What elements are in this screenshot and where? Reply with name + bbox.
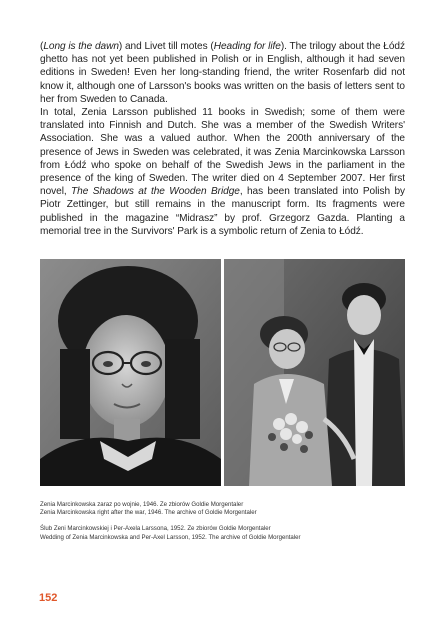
caption-polish: Zenia Marcinkowska zaraz po wojnie, 1946. Ze zbiorów Goldie Morgentaler	[40, 501, 244, 508]
text-run: , has been translated into Polish by Piotr Zettinger, but still remains in the manuscript form. Its fragments were published in the magazine “Midrasz” by prof. Grzegorz Gazda. Planting a memorial tree in the Survivors' Park is a symbolic return of Zenia to Łódź.	[40, 186, 406, 237]
italic-title: Heading for life	[213, 41, 281, 52]
text-run: Livet till motes	[144, 41, 208, 52]
photo-captions	[40, 501, 405, 550]
caption-english: Zenia Marcinkowska right after the war, 1946. The archive of Goldie Morgentaler	[40, 509, 257, 517]
text-run: (	[40, 41, 44, 52]
portrait-photo	[40, 259, 221, 486]
caption-english: Wedding of Zenia Marcinkowska and Per-Axel Larsson, 1952. The archive of Goldie Morgentaler	[40, 533, 301, 541]
photo-row	[40, 259, 405, 486]
text-run: ). The trilogy about the Łódź ghetto has not yet been published in Polish or in English, although it had seven editions in Sweden! Even her long-standing friend, the writer Rosenfarb did not know it, although one of Larsson's books was written on the basis of letters sent to her from Sweden to Canada.	[40, 41, 405, 105]
caption-portrait	[40, 501, 405, 517]
text-run: (	[207, 41, 214, 52]
wedding-photo	[224, 259, 405, 486]
text-run: ) and	[118, 41, 145, 52]
body-text	[40, 40, 405, 238]
italic-title: Long is the dawn	[43, 41, 119, 52]
page-number: 152	[39, 592, 58, 604]
paragraph-2	[40, 106, 405, 238]
italic-title: The Shadows at the Wooden Bridge	[71, 186, 240, 198]
caption-polish: Ślub Zeni Marcinkowskiej i Per-Axela Larssona, 1952. Ze zbiorów Goldie Morgentaler	[40, 525, 271, 533]
paragraph-1	[40, 40, 405, 106]
caption-wedding	[40, 525, 405, 541]
text-run: In total, Zenia Larsson published 11 books in Swedish; some of them were translated into Finnish and Dutch. She was a member of the Swedish Writers' Association. She was a valued author. When the 200th anniversary of the presence of Jews in Sweden was celebrated, it was Zenia Marcinkowska Larsson from Łódź who spoke on behalf of the Swedish Jews in the parliament in the presence of the king of Sweden. The writer died on 4 September 2007. Her first novel,	[40, 107, 405, 198]
